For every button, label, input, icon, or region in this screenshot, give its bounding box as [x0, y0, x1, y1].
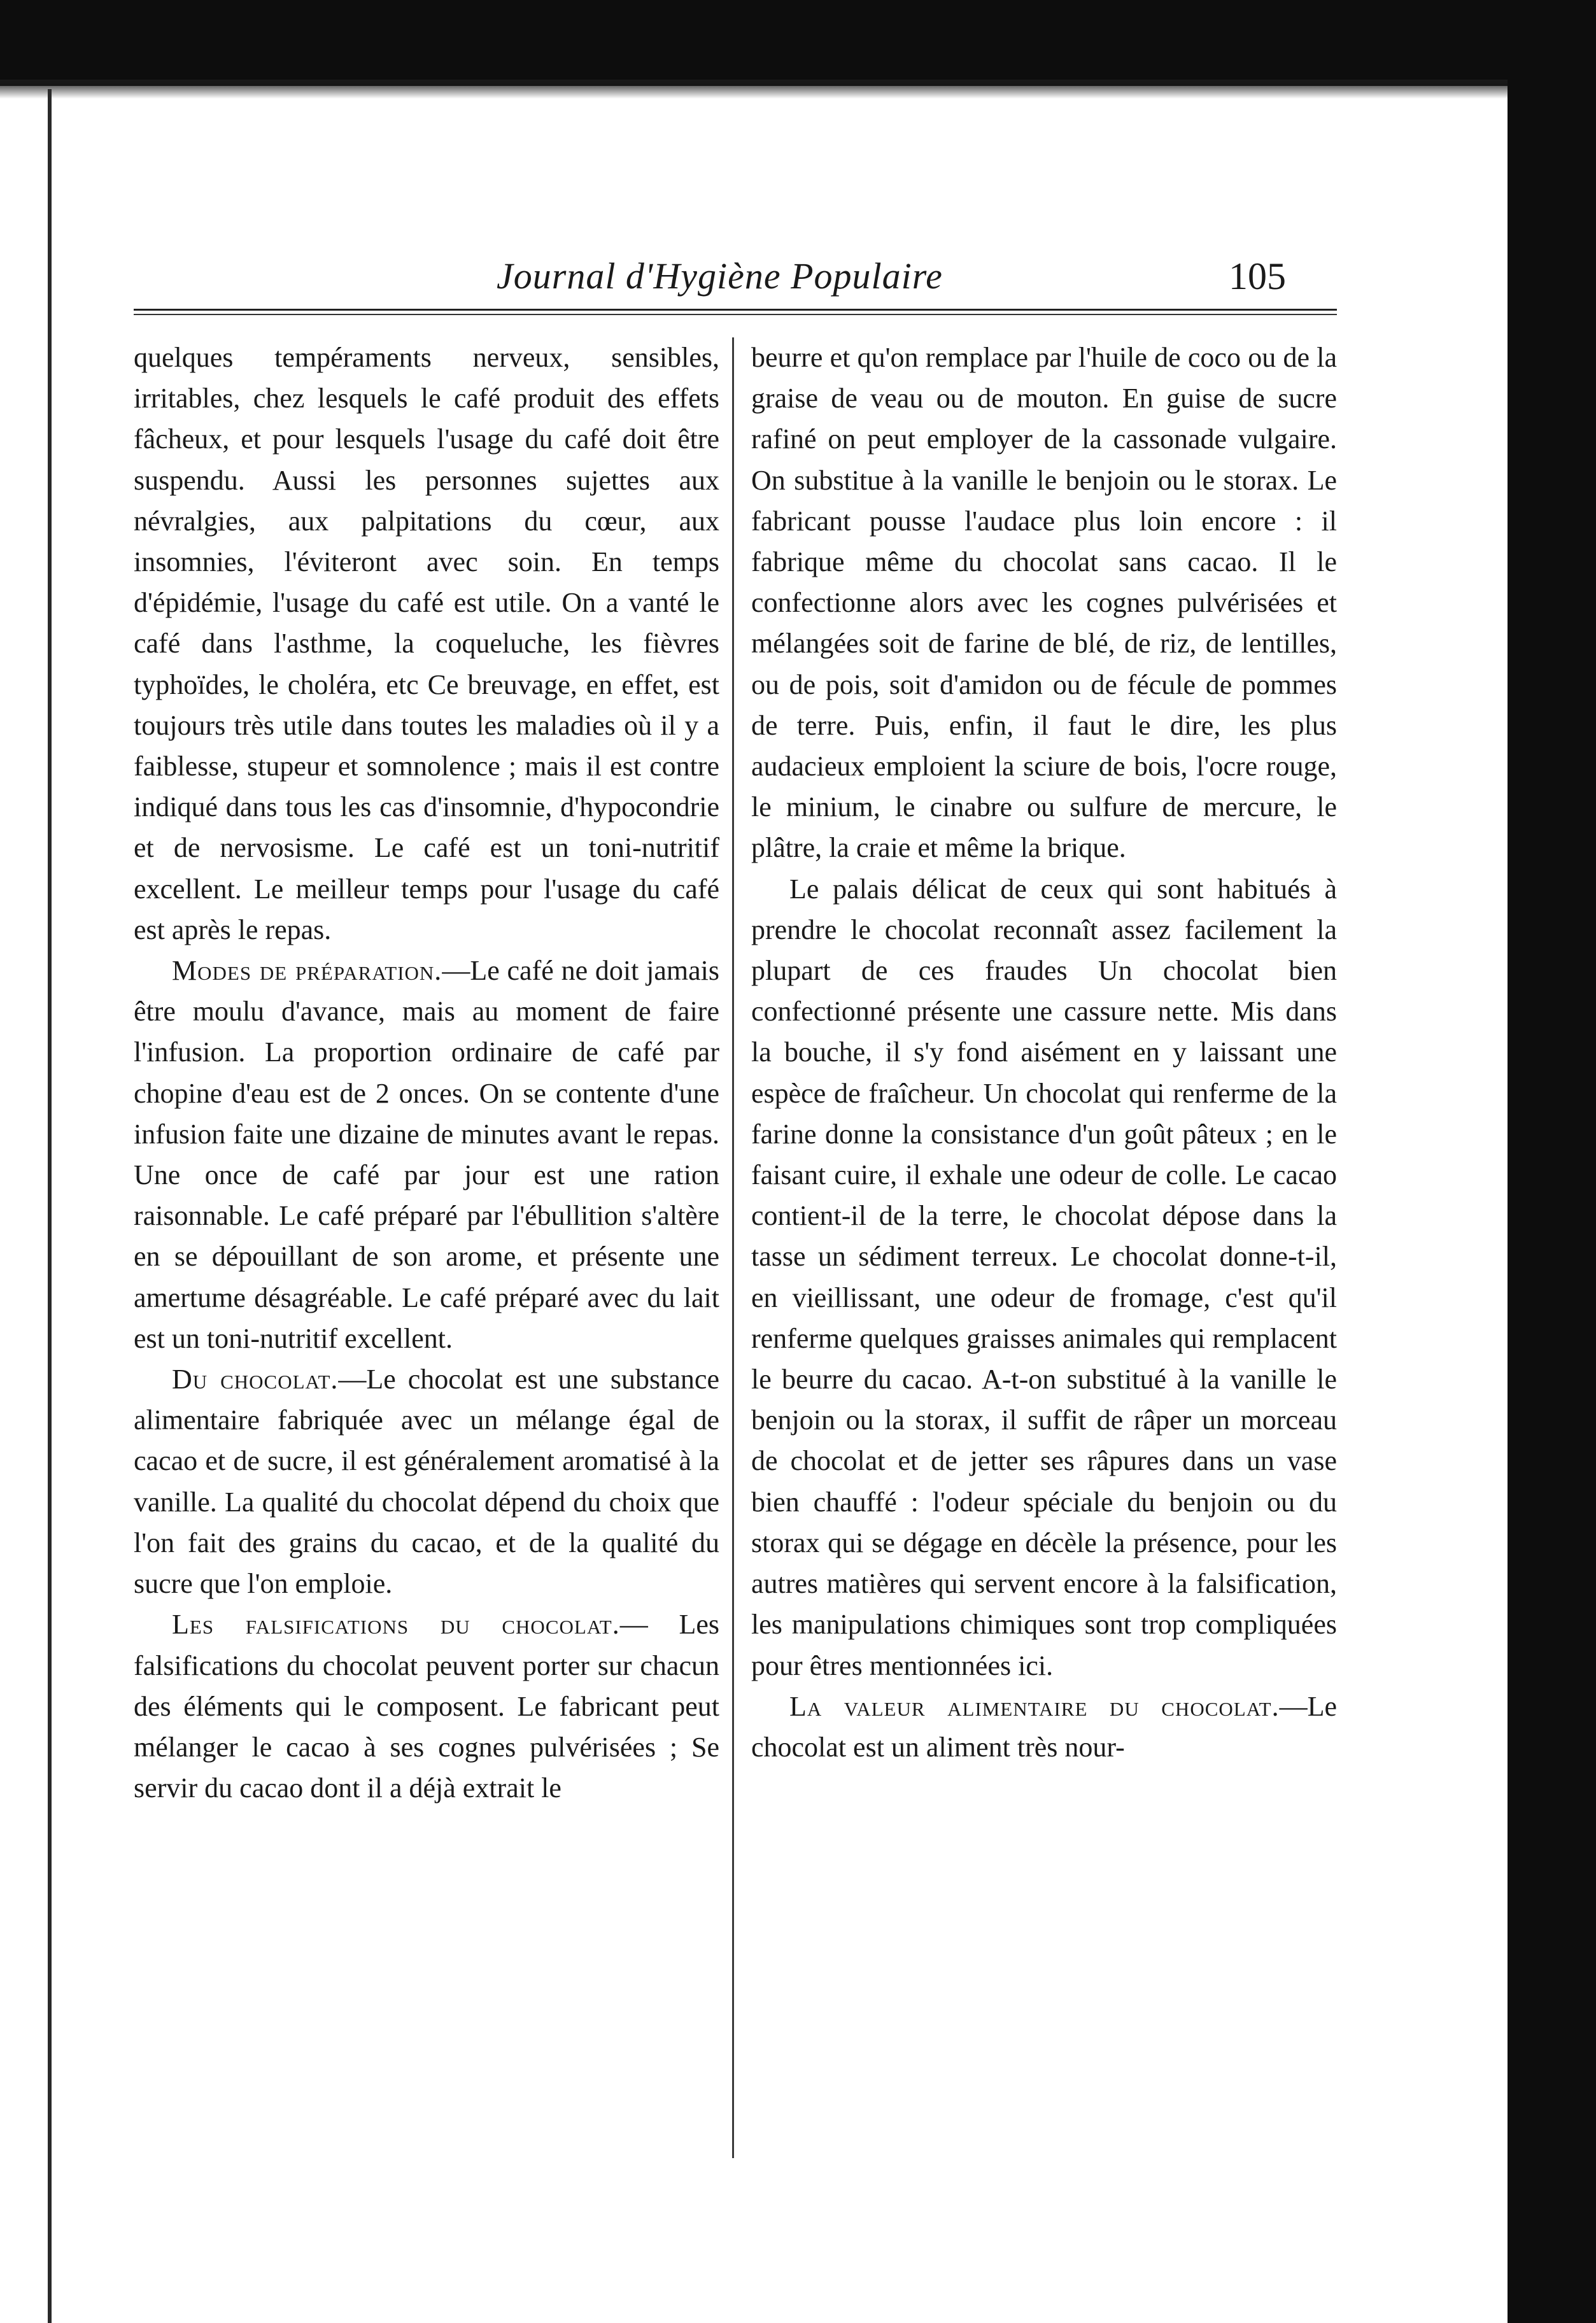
left-paragraph-4-text: — Les falsifications du chocolat peuvent porter sur chacun des éléments qui le composent. Le fabricant peut mélanger le cacao à ses cognes pulvérisées ; Se servir du cacao dont il a déjà extrait le [134, 1609, 719, 1804]
page-number: 105 [1229, 255, 1286, 297]
left-paragraph-4 [134, 1604, 719, 1809]
scan-top-border [0, 0, 1596, 86]
left-paragraph-3-text: —Le chocolat est une substance alimentaire fabriquée avec un mélange égal de cacao et de sucre, il est généralement aromatisé à la vanille. La qualité du chocolat dépend du choix que l'on fait des grains du cacao, et de la qualité du sucre que l'on emploie. [134, 1364, 719, 1600]
right-paragraph-2: Le palais délicat de ceux qui sont habitués à prendre le chocolat reconnaît assez facilement la plupart de ces fraudes Un chocolat bien confectionné présente une cassure nette. Mis dans la bouche, il s'y fond aisément en y laissant une espèce de fraîcheur. Un chocolat qui renferme de la farine donne la consistance d'un goût pâteux ; en le faisant cuire, il exhale une odeur de colle. Le cacao contient-il de la terre, le chocolat dépose dans la tasse un sédiment terreux. Le chocolat donne-t-il, en vieillissant, une odeur de fromage, c'est qu'il renferme quelques graisses animales qui remplacent le beurre du cacao. A-t-on substitué à la vanille le benjoin ou la storax, il suffit de râper un morceau de chocolat et de jetter ses râpures dans un vase bien chauffé : l'odeur spéciale du benjoin ou du storax qui se dégage en décèle la présence, pour les autres matières qui servent encore à la falsification, les manipulations chimiques sont trop compliquées pour êtres mentionnées ici. [751, 873, 1337, 1681]
right-column [751, 337, 1337, 1768]
header-rule [134, 309, 1337, 315]
column-divider [732, 337, 734, 2158]
left-paragraph-3 [134, 1359, 719, 1604]
left-column [134, 337, 719, 1809]
left-paragraph-1: quelques tempéraments nerveux, sensibles, irritables, chez lesquels le café produit des effets fâcheux, et pour lesquels l'usage du café doit être suspendu. Aussi les personnes sujettes aux névralgies, aux palpitations du cœur, aux insomnies, l'éviteront avec soin. En temps d'épidémie, l'usage du café est utile. On a vanté le café dans l'asthme, la coqueluche, les fièvres typhoïdes, le choléra, etc Ce breuvage, en effet, est toujours très utile dans toutes les maladies où il y a faiblesse, stupeur et somnolence ; mais il est contre indiqué dans tous les cas d'insomnie, d'hypocondrie et de nervosisme. Le café est un toni-nutritif excellent. Le meilleur temps pour l'usage du café est après le repas. [134, 342, 719, 945]
document-page [57, 95, 1502, 2305]
running-title: Journal d'Hygiène Populaire [497, 255, 943, 297]
right-paragraph-3-text: —Le chocolat est un aliment très nour- [751, 1690, 1337, 1763]
scan-right-border [1508, 0, 1596, 2323]
right-paragraph-1: beurre et qu'on remplace par l'huile de coco ou de la graise de veau ou de mouton. En guise de sucre rafiné on peut employer de la cassonade vulgaire. On substitue à la vanille le benjoin ou le storax. Le fabricant pousse l'audace plus loin encore : il fabrique même du chocolat sans cacao. Il le confectionne alors avec les cognes pulvérisées et mélangées soit de farine de blé, de riz, de lentilles, ou de pois, soit d'amidon ou de fécule de pommes de terre. Puis, enfin, il faut le dire, les plus audacieux emploient la sciure de bois, l'ocre rouge, le minium, le cinabre ou sulfure de mercure, le plâtre, la craie et même la brique. [751, 342, 1337, 864]
left-paragraph-2-text: —Le café ne doit jamais être moulu d'avance, mais au moment de faire l'infusion. La proportion ordinaire de café par chopine d'eau est de 2 onces. On se contente d'une infusion faite une dizaine de minutes avant le repas. Une once de café par jour est une ration raisonnable. Le café préparé par l'ébullition s'altère en se dépouillant de son arome, et présente une amertume désagréable. Le café préparé avec du lait est un toni-nutritif excellent. [134, 955, 720, 1354]
section-heading-chocolat: Du chocolat. [172, 1364, 339, 1395]
right-paragraph-3 [751, 1686, 1337, 1768]
section-heading-valeur: La valeur alimentaire du chocolat. [789, 1690, 1280, 1722]
left-paragraph-2 [134, 950, 719, 1359]
scan-left-edge [48, 89, 52, 2323]
section-heading-falsifications: Les falsifications du chocolat. [172, 1609, 620, 1641]
section-heading-preparation: Modes de préparation. [172, 955, 442, 987]
